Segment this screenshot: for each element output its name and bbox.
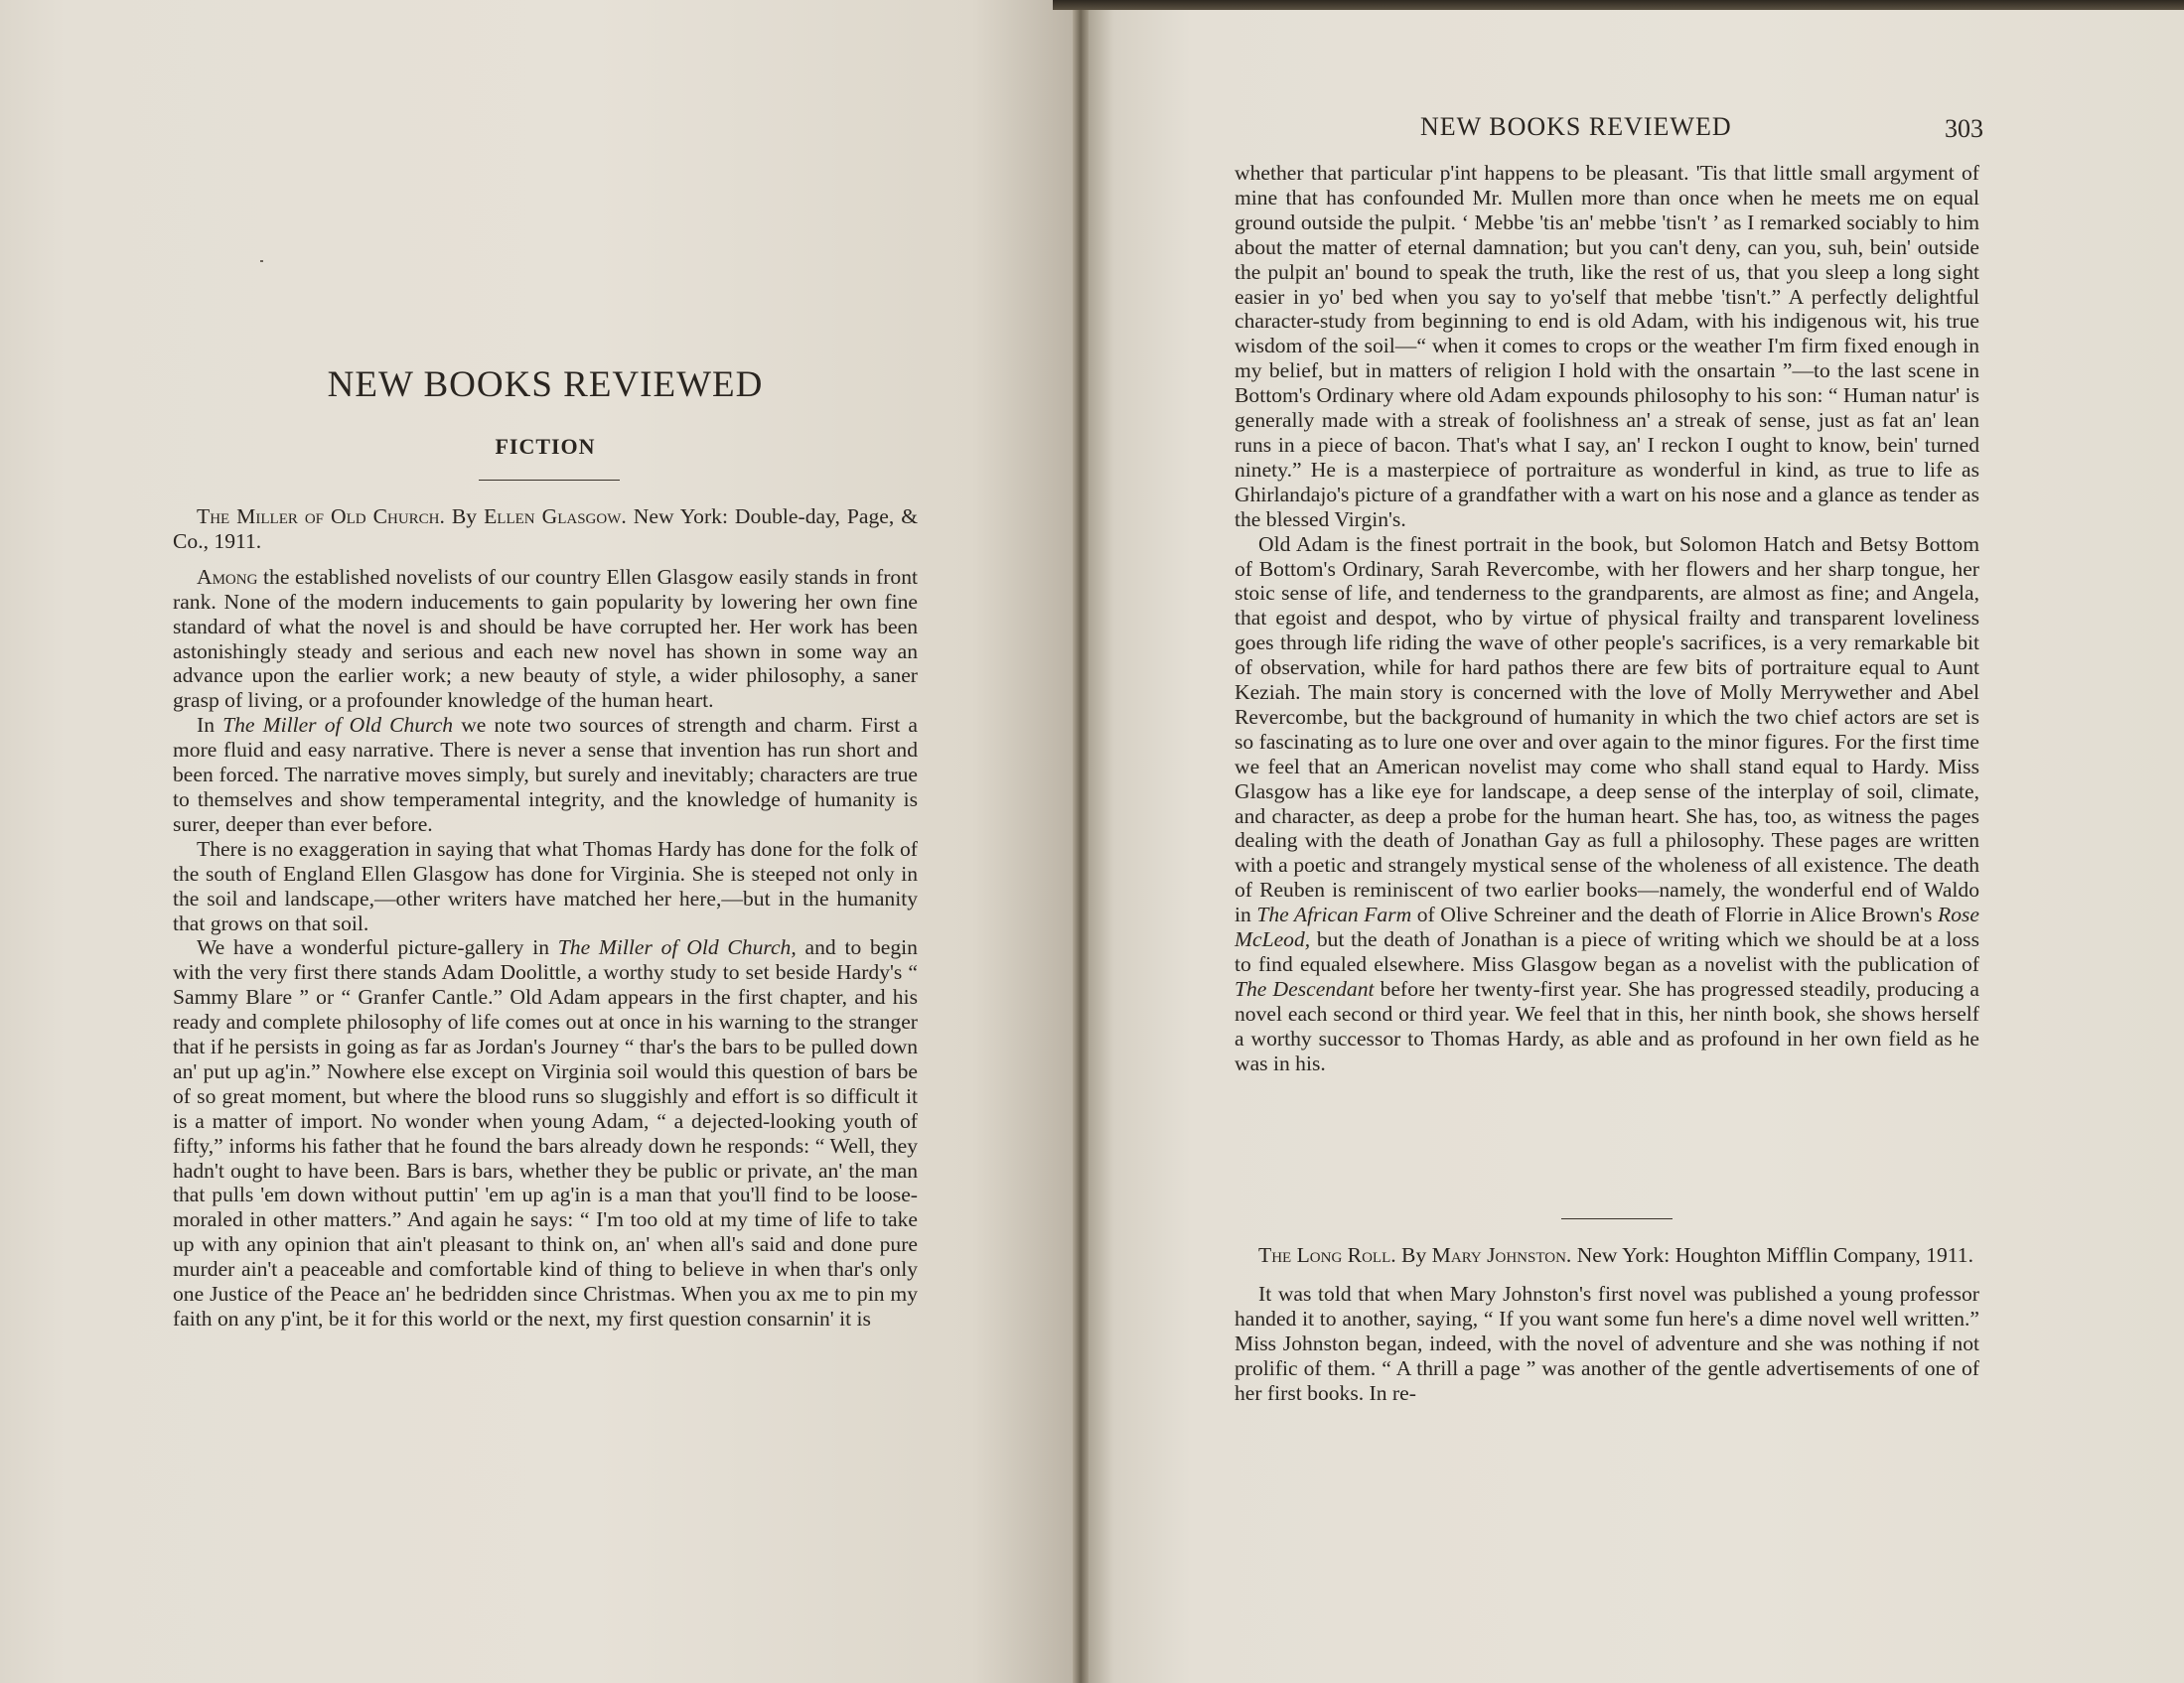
paragraph: whether that particular p'int happens to be pleasant. 'Tis that little small argyment of mine that has confounded Mr. Mullen more than once when he meets me on equal ground outside the pulpit. ‘ Mebbe 'tis an' mebbe 'tisn't ’ as I remarked sociably to him about the matter of eternal damnation; but you can't deny, can you, suh, bein' outside the pulpit an' bound to speak the truth, like the rest of us, that you sleep a long sight easier in yo' bed when you say to yo'self that mebbe 'tisn't.” A perfectly delightful character-study from beginning to end is old Adam, with his indigenous wit, his true wisdom of the soil—“ when it comes to crops or the weather I'm firm fixed enough in my belief, but in matters of religion I hold with the onsartain ”—to the last scene in Bottom's Ordinary where old Adam expounds philosophy to his son: “ Human natur' is generally made with a streak of foolishness an' a streak of sense, just as fat an' lean runs in a piece of bacon. That's what I say, an' I reckon I ought to know, bein' turned ninety.” He is a masterpiece of portraiture as wonderful in kind, as true to life as Ghirlandajo's picture of a grandfather with a wart on his nose and a glance as tender as the blessed Virgin's. (1235, 161, 1979, 531)
paragraph-text: Old Adam is the finest portrait in the book, but Solomon Hatch and Betsy Bottom of Bottom's Ordinary, Sarah Revercombe, with her flowers and her sharp tongue, her stoic sense of life, and tenderness to the grandparents, are almost as fine; and Angela, that egoist and despot, who by virtue of physical frailty and transparent loveliness goes through life riding the wave of other people's sacrifices, is a very remarkable bit of observation, while for hard pathos there are few bits of portraiture equal to Aunt Keziah. The main story is concerned with the love of Molly Merrywether and Abel Revercombe, but the background of humanity in which the two chief actors are set is so fascinating as to lure one over and over again to the minor figures. For the first time we feel that an American novelist may come who shall stand equal to Hardy. Miss Glasgow has a like eye for landscape, a deep sense of the interplay of soil, climate, and character, as deep a probe for the human heart. She has, too, as witness the pages dealing with the death of Jonathan Gay as full a philosophy. These pages are written with a poetic and strangely mystical sense of the wholeness of all existence. The death of Reuben is reminiscent of two earlier books—namely, the wonderful end of Waldo in (1235, 531, 1979, 927)
paragraph-text: We have a wonderful picture-gallery in (197, 935, 558, 960)
italic-title: The African Farm (1256, 903, 1412, 927)
paragraph (173, 713, 918, 837)
running-head: NEW BOOKS REVIEWED (1420, 112, 1732, 141)
title-rule (479, 480, 620, 481)
review-heading (173, 504, 918, 554)
page-title: NEW BOOKS REVIEWED (327, 364, 764, 405)
section-rule (1561, 1218, 1673, 1219)
ink-speck (260, 260, 263, 262)
italic-title: The Descendant (1235, 976, 1375, 1001)
paragraph (173, 935, 918, 1332)
paragraph-text: before her twenty-first year. She has progressed steadily, producing a novel each second or third year. We feel that in this, her ninth book, she shows herself a worthy successor to Thomas Hardy, as able and as profound in her own field as he was in his. (1235, 976, 1979, 1075)
italic-title: The Miller of Old Church, (557, 935, 797, 960)
book-title: The Long Roll. (1258, 1243, 1396, 1267)
page-top-edge (1053, 0, 2184, 10)
paragraph-text: we note two sources of strength and charm. First a more fluid and easy narrative. There is never a sense that invention has run short and been forced. The narrative moves simply, but surely and inevitably; characters are true to themselves and show temperamental integrity, and the knowledge of humanity is surer, deeper than ever before. (173, 713, 919, 836)
book-title: The Miller of Old Church. (197, 504, 445, 528)
right-column-bottom (1235, 1243, 1979, 1405)
paragraph-text: and to begin with the very first there stands Adam Doolittle, a worthy study to set beside Hardy's “ Sammy Blare ” or “ Granfer Cantle.” Old Adam appears in the first chapter, and his ready and complete philosophy of life comes out at once in his warning to the stranger that if he persists in going as far as Jordan's Journey “ thar's the bars to be pulled down an' put up ag'in.” Nowhere else except on Virginia soil would this question of bars be of so great moment, but where the blood runs so sluggishly and effort is so difficult it is a matter of import. No wonder when young Adam, “ a dejected-looking youth of fifty,” informs his father that he found the bars already down he responds: “ Well, they hadn't ought to have been. Bars is bars, whether they be public or private, an' the man that pulls 'em down without puttin' 'em up ag'in is a man that you'll find to be loose-moraled in other matters.” And again he says: “ I'm too old at my time of life to take up with any opinion that ain't pleasant to think on, an' when all's said and done pure murder ain't a peaceable and comfortable kind of thing to believe in when thar's only one Justice of the Peace an' he bedridden since Christmas. When you ax me to pin my faith on any p'int, be it for this world or the next, my first question consarnin' it is (173, 935, 918, 1331)
book-author: Mary Johnston. (1431, 1243, 1572, 1267)
lead-word: Among (197, 564, 258, 589)
italic-title: Rose McLeod, (1235, 903, 1979, 952)
section-heading: FICTION (495, 434, 596, 459)
left-column (173, 504, 918, 1332)
paragraph: There is no exaggeration in saying that what Thomas Hardy has done for the folk of the south of England Ellen Glasgow has done for Virginia. She is steeped not only in the soil and landscape,—other writers have matched her here,—but in the humanity that grows on that soil. (173, 836, 918, 935)
paragraph (1235, 532, 1979, 1076)
page-number: 303 (1945, 114, 1983, 143)
paragraph-text: but the death of Jonathan is a piece of writing which we should be at a loss to find equaled elsewhere. Miss Glasgow began as a novelist with the publication of (1235, 927, 1979, 976)
italic-title: The Miller of Old Church (222, 713, 454, 738)
book-publisher: New York: Houghton Mifflin Company, 1911. (1576, 1243, 1973, 1267)
paragraph-text: In (197, 713, 223, 738)
paragraph-text: of Olive Schreiner and the death of Florrie in Alice Brown's (1411, 903, 1938, 927)
right-column-top (1235, 161, 1979, 1076)
book-gutter (1073, 0, 1089, 1683)
by-word: By (1401, 1243, 1427, 1267)
paragraph-text: the established novelists of our country Ellen Glasgow easily stands in front rank. None of the modern inducements to gain popularity by lowering her own fine standard of what the novel is and should be have corrupted her. Her work has been astonishingly steady and serious and each new novel has shown in some way an advance upon the earlier work; a new beauty of style, a wider philosophy, a saner grasp of living, or a profounder knowledge of the human heart. (173, 564, 918, 713)
review-heading (1235, 1243, 1979, 1268)
book-author: Ellen Glasgow. (484, 504, 627, 528)
paragraph (173, 565, 918, 713)
book-publisher: New York: Double-day, Page, & Co., 1911. (173, 504, 919, 553)
by-word: By (451, 504, 478, 528)
paragraph: It was told that when Mary Johnston's first novel was published a young professor handed it to another, saying, “ If you want some fun here's a dime novel well written.” Miss Johnston began, indeed, with the novel of adventure and she was nothing if not prolific of them. “ A thrill a page ” was another of the gentle advertisements of one of her first books. In re- (1235, 1281, 1979, 1405)
